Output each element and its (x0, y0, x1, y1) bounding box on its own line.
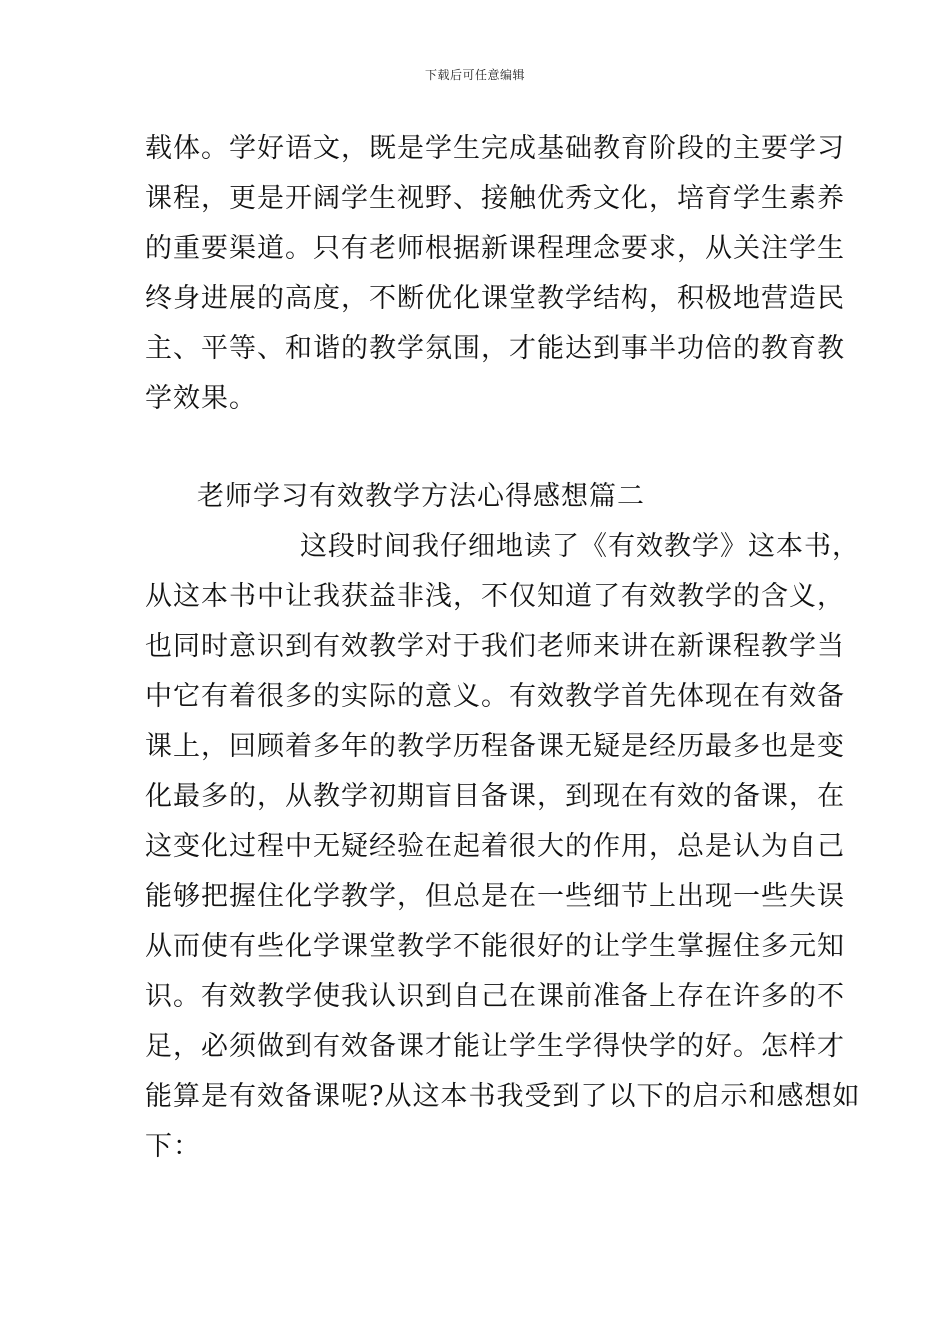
text-line: 识。有效教学使我认识到自己在课前准备上存在许多的不 (145, 981, 845, 1012)
text-line: 化最多的，从教学初期盲目备课，到现在有效的备课，在 (145, 781, 845, 812)
text-line: 这段时间我仔细地读了《有效教学》这本书， (300, 531, 860, 562)
text-line: 下： (145, 1131, 201, 1162)
text-line: 学效果。 (145, 383, 257, 414)
text-line: 课程，更是开阔学生视野、接触优秀文化，培育学生素养 (145, 183, 845, 214)
text-line: 能够把握住化学教学，但总是在一些细节上出现一些失误 (145, 881, 845, 912)
text-line: 课上，回顾着多年的教学历程备课无疑是经历最多也是变 (145, 731, 845, 762)
text-line: 中它有着很多的实际的意义。有效教学首先体现在有效备 (145, 681, 845, 712)
section-heading: 老师学习有效教学方法心得感想篇二 (197, 481, 645, 512)
page-header: 下载后可任意编辑 (424, 68, 525, 82)
text-line: 这变化过程中无疑经验在起着很大的作用，总是认为自己 (145, 831, 845, 862)
text-line: 的重要渠道。只有老师根据新课程理念要求，从关注学生 (145, 233, 845, 264)
text-line: 也同时意识到有效教学对于我们老师来讲在新课程教学当 (145, 631, 845, 662)
text-line: 终身进展的高度，不断优化课堂教学结构，积极地营造民 (145, 283, 845, 314)
text-line: 从而使有些化学课堂教学不能很好的让学生掌握住多元知 (145, 931, 845, 962)
text-line: 能算是有效备课呢?从这本书我受到了以下的启示和感想如 (145, 1081, 861, 1112)
text-line: 主、平等、和谐的教学氛围，才能达到事半功倍的教育教 (145, 333, 845, 364)
text-line: 载体。学好语文，既是学生完成基础教育阶段的主要学习 (145, 133, 845, 164)
text-line: 足，必须做到有效备课才能让学生学得快学的好。怎样才 (145, 1031, 845, 1062)
text-line: 从这本书中让我获益非浅，不仅知道了有效教学的含义， (145, 581, 845, 612)
